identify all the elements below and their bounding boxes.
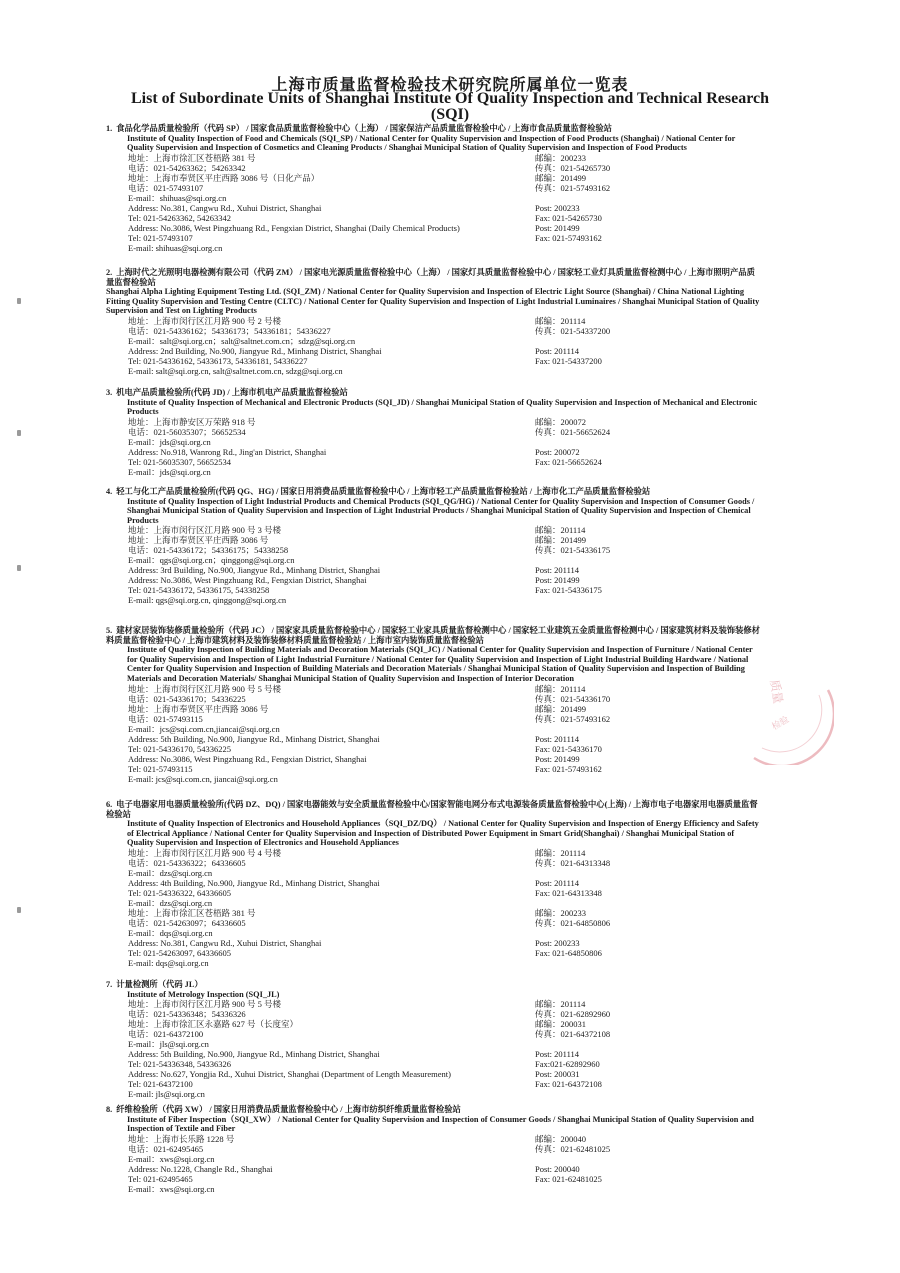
contact-code: Post: 201114 [535, 345, 580, 356]
unit-heading [106, 388, 762, 398]
contact-code: Post: 201114 [535, 733, 580, 744]
unit-section [106, 626, 762, 784]
contact-row [106, 1079, 762, 1089]
contact-code: 传真：021-64372108 [535, 1029, 611, 1040]
contact-detail: 电话：021-54336348；54336326 [128, 1009, 246, 1020]
contact-detail: 电话：021-57493107 [128, 182, 204, 193]
contact-detail: E-mail：salt@sqi.org.cn；salt@saltnet.com.cn；sdzg@sqi.org.cn [128, 335, 356, 346]
contact-detail: Tel: 021-54336170, 54336225 [128, 743, 232, 754]
contact-row [106, 223, 762, 233]
contact-code: 邮编：201499 [535, 172, 587, 183]
contact-detail: Address: No.1228, Changle Rd., Shanghai [128, 1163, 273, 1174]
contact-code: Fax: 021-57493162 [535, 232, 602, 243]
contact-row [106, 316, 762, 326]
contact-detail: 地址：上海市奉贤区平庄西路 3086 号 [128, 535, 269, 546]
unit-heading-text: 食品化学品质量检验所（代码 SP） / 国家食品质量监督检验中心（上海） / 国家保洁产品质量监督检验中心 / 上海市食品质量监督检验站 [116, 124, 612, 133]
contact-row [106, 545, 762, 555]
contact-code: 传真：021-54336175 [535, 545, 611, 556]
contact-detail: E-mail: jcs@sqi.com.cn, jiancai@sqi.org.cn [128, 773, 278, 784]
contact-code: Fax: 021-64850806 [535, 947, 602, 958]
contact-row [106, 575, 762, 585]
contact-code: 邮编：201499 [535, 535, 587, 546]
contact-code: Fax: 021-56652624 [535, 456, 602, 467]
contact-detail: E-mail：qgs@sqi.org.cn；qinggong@sqi.org.cn [128, 555, 295, 566]
contact-detail: Address: No.3086, West Pingzhuang Rd., Fengxian District, Shanghai (Daily Chemical Products) [128, 222, 460, 233]
contact-detail: E-mail：xws@sqi.org.cn [128, 1183, 215, 1194]
contact-row [106, 467, 762, 477]
contact-detail: Address: No.381, Cangwu Rd., Xuhui District, Shanghai [128, 202, 322, 213]
margin-mark [17, 907, 21, 913]
contact-row [106, 908, 762, 918]
contact-row [106, 585, 762, 595]
unit-section [106, 1105, 762, 1194]
unit-heading-text: 纤维检验所（代码 XW） / 国家日用消费品质量监督检验中心 / 上海市纺织纤维质量监督检验站 [116, 1105, 461, 1114]
unit-english-name: Institute of Quality Inspection of Food and Chemicals (SQI_SP) / National Center for Quality Supervision and Inspection of Food Products (Shanghai) / National Center for Quality Supervision and Inspection of Cosmetics and Cleaning Products / Shanghai Municipal Station of Quality Supervision and Inspection of Food Products [127, 133, 736, 153]
contact-row [106, 1059, 762, 1069]
contact-row [106, 163, 762, 173]
contact-detail: E-mail：dzs@sqi.org.cn [128, 897, 213, 908]
contact-row [106, 684, 762, 694]
contact-row [106, 1154, 762, 1164]
contact-code: Fax: 021-57493162 [535, 763, 602, 774]
contact-code: 传真：021-62892960 [535, 1009, 611, 1020]
contact-code: Post: 200040 [535, 1163, 580, 1174]
contact-row [106, 1039, 762, 1049]
contact-detail: 地址：上海市闵行区江月路 900 号 5 号楼 [128, 683, 282, 694]
contact-code: 传真：021-54265730 [535, 162, 611, 173]
unit-heading-text: 电子电器家用电器质量检验所(代码 DZ、DQ) / 国家电器能效与安全质量监督检验中心/国家智能电网分布式电源装备质量监督检验中心(上海) / 上海市电子电器家用电器质量监督检验站 [106, 800, 758, 819]
contact-code: Post: 200233 [535, 202, 580, 213]
contact-row [106, 744, 762, 754]
contact-row [106, 233, 762, 243]
unit-number: 8. [106, 1105, 113, 1114]
contact-row [106, 366, 762, 376]
contact-code: 传真：021-57493162 [535, 713, 611, 724]
unit-english-name: Institute of Fiber Inspection（SQI_XW） / National Center for Quality Supervision and Inspection of Consumer Goods / Shanghai Municipal Station of Quality Supervision and Inspection of Textile and Fiber [127, 1114, 754, 1134]
unit-section [106, 980, 762, 1099]
contact-detail: E-mail: jls@sqi.org.cn [128, 1089, 205, 1100]
contact-row [106, 878, 762, 888]
contact-row [106, 918, 762, 928]
contact-code: Post: 201114 [535, 1049, 580, 1060]
contact-detail: E-mail: shihuas@sqi.org.cn [128, 242, 223, 253]
contact-code: 传真：021-62481025 [535, 1143, 611, 1154]
contact-detail: Address: No.918, Wanrong Rd., Jing'an District, Shanghai [128, 446, 327, 457]
unit-number: 5. [106, 626, 113, 635]
unit-heading [106, 980, 762, 990]
contact-detail: 电话：021-54263362；54263342 [128, 162, 246, 173]
contact-code: Fax: 021-64372108 [535, 1079, 602, 1090]
contact-row [106, 183, 762, 193]
contact-detail: 地址：上海市长乐路 1228 号 [128, 1133, 235, 1144]
unit-section [106, 268, 762, 376]
contact-detail: 电话：021-54336322；64336605 [128, 857, 246, 868]
contact-row [106, 193, 762, 203]
contact-row [106, 427, 762, 437]
contact-row [106, 457, 762, 467]
contact-row [106, 1174, 762, 1184]
contact-row [106, 1009, 762, 1019]
unit-heading [106, 487, 762, 497]
contact-code: Post: 201499 [535, 222, 580, 233]
contact-detail: Address: No.3086, West Pingzhuang Rd., Fengxian District, Shanghai [128, 753, 367, 764]
contact-code: Post: 201499 [535, 753, 580, 764]
title-chinese: 上海市质量监督检验技术研究院所属单位一览表 [271, 75, 629, 94]
contact-code: Post: 200233 [535, 937, 580, 948]
contact-detail: Tel: 021-54336348, 54336326 [128, 1059, 232, 1070]
contact-detail: E-mail：jds@sqi.org.cn [128, 466, 211, 477]
contact-code: Fax: 021-54336175 [535, 585, 602, 596]
contact-detail: 地址：上海市静安区万荣路 918 号 [128, 416, 256, 427]
contact-detail: Address: No.381, Cangwu Rd., Xuhui District, Shanghai [128, 937, 322, 948]
unit-english-name: Institute of Quality Inspection of Light Industrial Products and Chemical Products (SQI_QG/HG) / National Center for Quality Supervision and Inspection of Consumer Goods / Shanghai Municipal Station of Quality Supervision and Inspection of Light Industrial Products / Shanghai Municipal Station of Quality Supervision and Inspection of Chemical Products [127, 496, 755, 525]
unit-heading [106, 626, 762, 645]
contact-code: Fax: 021-54336170 [535, 743, 602, 754]
contact-row [106, 346, 762, 356]
contact-row [106, 958, 762, 968]
contact-detail: Tel: 021-54336162, 54336173, 54336181, 54336227 [128, 355, 308, 366]
unit-english-name: Institute of Quality Inspection of Building Materials and Decoration Materials (SQI_JC) / National Center for Quality Supervision and Inspection of Furniture / National Center for Quality Supervision and Inspection of Light Industrial Furniture / National Center for Quality Supervision and Inspection of Light Industrial Building Hardware / National Center for Quality Supervision and Inspection of Building Materials and Decoration Materials / Shanghai Municipal Station of Quality Supervision and Inspection of Building Materials and Decoration Materials/ Shanghai Municipal Station of Quality Supervision and Inspection of Interior Decoration [127, 645, 753, 683]
contact-detail: Address: 4th Building, No.900, Jiangyue Rd., Minhang District, Shanghai [128, 877, 380, 888]
unit-heading [106, 124, 762, 134]
contact-row [106, 724, 762, 734]
contact-code: Post: 201114 [535, 877, 580, 888]
contact-detail: Address: No.3086, West Pingzhuang Rd., Fengxian District, Shanghai [128, 575, 367, 586]
contact-row [106, 898, 762, 908]
contact-code: 邮编：200233 [535, 907, 587, 918]
contact-detail: 电话：021-54336170；54336225 [128, 693, 246, 704]
contact-code: 传真：021-64313348 [535, 857, 611, 868]
contact-row [106, 555, 762, 565]
contact-detail: E-mail: dqs@sqi.org.cn [128, 957, 209, 968]
contact-row [106, 1049, 762, 1059]
unit-english-name: Institute of Metrology Inspection (SQI_JL) [127, 989, 280, 999]
contact-row [106, 336, 762, 346]
contact-code: 传真：021-56652624 [535, 426, 611, 437]
contact-row [106, 928, 762, 938]
contact-detail: E-mail: qgs@sqi.org.cn, qinggong@sqi.org.cn [128, 595, 287, 606]
contact-code: 传真：021-54336170 [535, 693, 611, 704]
unit-english-name: Shanghai Alpha Lighting Equipment Testing Ltd. (SQI_ZM) / National Center for Quality Supervision and Inspection of Electric Light Source (Shanghai) / China National Lighting Fitting Quality Supervision and Testing Centre (CLTC) / National Center for Quality Supervision and Inspection of Light Industrial Luminaires / Shanghai Municipal Station of Quality Supervision and Test on Lighting Products [106, 287, 760, 316]
unit-heading-text: 机电产品质量检验所(代码 JD) / 上海市机电产品质量监督检验站 [116, 388, 348, 397]
contact-row [106, 694, 762, 704]
contact-row [106, 948, 762, 958]
unit-number: 4. [106, 487, 113, 496]
contact-code: Post: 201499 [535, 575, 580, 586]
contact-detail: 电话：021-54336162；54336173；54336181；54336227 [128, 325, 331, 336]
contact-row [106, 999, 762, 1009]
contact-row [106, 1089, 762, 1099]
contact-detail: E-mail：jcs@sqi.com.cn,jiancai@sqi.org.cn [128, 723, 280, 734]
contact-detail: Tel: 021-57493107 [128, 232, 193, 243]
unit-heading [106, 800, 762, 819]
unit-number: 3. [106, 388, 113, 397]
contact-code: 邮编：201114 [535, 315, 586, 326]
margin-mark [17, 430, 21, 436]
unit-section [106, 800, 762, 968]
contact-code: 邮编：201114 [535, 999, 586, 1010]
official-seal-icon [724, 650, 834, 765]
contact-detail: Tel: 021-54336322, 64336605 [128, 887, 232, 898]
contact-code: Fax: 021-62481025 [535, 1173, 602, 1184]
unit-section [106, 388, 762, 477]
contact-code: 传真：021-54337200 [535, 325, 611, 336]
title-english: List of Subordinate Units of Shanghai Institute Of Quality Inspection and Technical Research (SQI) [130, 90, 770, 123]
unit-heading-text: 轻工与化工产品质量检验所(代码 QG、HG) / 国家日用消费品质量监督检验中心 / 上海市轻工产品质量监督检验站 / 上海市化工产品质量监督检验站 [116, 487, 651, 496]
contact-detail: E-mail：jds@sqi.org.cn [128, 436, 211, 447]
contact-detail: 电话：021-56035307；56652534 [128, 426, 246, 437]
contact-code: 邮编：201114 [535, 683, 586, 694]
contact-row [106, 868, 762, 878]
contact-row [106, 213, 762, 223]
contact-code: Fax:021-62892960 [535, 1059, 600, 1070]
contact-code: 邮编：201499 [535, 703, 587, 714]
contact-row [106, 1069, 762, 1079]
contact-code: Post: 201114 [535, 565, 580, 576]
contact-detail: Address: 5th Building, No.900, Jiangyue Rd., Minhang District, Shanghai [128, 733, 380, 744]
unit-english-name: Institute of Quality Inspection of Electronics and Household Appliances（SQI_DZ/DQ） / National Center for Quality Supervision and Inspection of Energy Efficiency and Safety of Electrical Appliance / National Center for Quality Supervision and Inspection of Distributed Power Equipment in Smart Grid(Shanghai) / Shanghai Municipal Station of Quality Supervision and Inspection of Electronics and Household Appliances [127, 819, 759, 848]
contact-detail: Address: 2nd Building, No.900, Jiangyue Rd., Minhang District, Shanghai [128, 345, 382, 356]
contact-row [106, 774, 762, 784]
contact-detail: 地址：上海市闵行区江月路 900 号 2 号楼 [128, 315, 282, 326]
contact-code: Fax: 021-54337200 [535, 355, 602, 366]
unit-section [106, 487, 762, 605]
contact-detail: 电话：021-54263097；64336605 [128, 917, 246, 928]
contact-row [106, 1134, 762, 1144]
contact-code: 邮编：200072 [535, 416, 587, 427]
contact-row [106, 447, 762, 457]
contact-row [106, 1019, 762, 1029]
contact-detail: 电话：021-57493115 [128, 713, 203, 724]
contact-detail: 地址：上海市闵行区江月路 900 号 5 号楼 [128, 999, 282, 1010]
contact-row [106, 858, 762, 868]
contact-detail: 地址：上海市闵行区江月路 900 号 3 号楼 [128, 525, 282, 536]
contact-detail: 地址：上海市奉贤区平庄西路 3086 号（日化产品） [128, 172, 320, 183]
contact-row [106, 714, 762, 724]
contact-row [106, 417, 762, 427]
contact-row [106, 173, 762, 183]
contact-code: Fax: 021-54265730 [535, 212, 602, 223]
contact-row [106, 595, 762, 605]
contact-row [106, 535, 762, 545]
contact-detail: 电话：021-64372100 [128, 1029, 204, 1040]
contact-row [106, 243, 762, 253]
unit-number: 1. [106, 124, 113, 133]
contact-detail: E-mail：dqs@sqi.org.cn [128, 927, 213, 938]
contact-row [106, 356, 762, 366]
margin-mark [17, 565, 21, 571]
svg-text:质量: 质量 [767, 678, 786, 705]
contact-code: 邮编：200233 [535, 152, 587, 163]
contact-code: 传真：021-57493162 [535, 182, 611, 193]
contact-row [106, 764, 762, 774]
margin-mark [17, 298, 21, 304]
contact-code: Post: 200031 [535, 1069, 580, 1080]
contact-detail: E-mail：shihuas@sqi.org.cn [128, 192, 227, 203]
contact-detail: Tel: 021-54263097, 64336605 [128, 947, 232, 958]
contact-detail: 电话：021-54336172；54336175；54338258 [128, 545, 289, 556]
unit-english-name: Institute of Quality Inspection of Mechanical and Electronic Products (SQI_JD) / Shanghai Municipal Station of Quality Supervision and Inspection of Mechanical and Electronic Products [127, 397, 758, 417]
contact-row [106, 704, 762, 714]
unit-number: 7. [106, 980, 113, 989]
contact-detail: Tel: 021-62495465 [128, 1173, 193, 1184]
contact-row [106, 1184, 762, 1194]
unit-section [106, 124, 762, 253]
contact-code: Fax: 021-64313348 [535, 887, 602, 898]
contact-detail: 地址：上海市徐汇区苍梧路 381 号 [128, 907, 256, 918]
contact-detail: E-mail: salt@sqi.org.cn, salt@saltnet.com.cn, sdzg@sqi.org.cn [128, 365, 343, 376]
contact-detail: Tel: 021-57493115 [128, 763, 193, 774]
contact-detail: Address: 3rd Building, No.900, Jiangyue Rd., Minhang District, Shanghai [128, 565, 381, 576]
contact-row [106, 326, 762, 336]
contact-detail: Tel: 021-56035307, 56652534 [128, 456, 232, 467]
unit-heading-text: 上海时代之光照明电器检测有限公司（代码 ZM） / 国家电光源质量监督检验中心（上海） / 国家灯具质量监督检验中心 / 国家轻工业灯具质量监督检测中心 / 上海市照明产品质量监督检验站 [106, 268, 755, 287]
contact-detail: Address: 5th Building, No.900, Jiangyue Rd., Minhang District, Shanghai [128, 1049, 380, 1060]
svg-text:检验: 检验 [770, 714, 792, 733]
contact-row [106, 1164, 762, 1174]
contact-row [106, 525, 762, 535]
contact-row [106, 565, 762, 575]
contact-code: 邮编：201114 [535, 847, 586, 858]
contact-detail: E-mail：dzs@sqi.org.cn [128, 867, 213, 878]
contact-code: Post: 200072 [535, 446, 580, 457]
contact-detail: 电话：021-62495465 [128, 1143, 204, 1154]
unit-number: 2. [106, 268, 113, 277]
contact-row [106, 1144, 762, 1154]
unit-heading-text: 计量检测所（代码 JL） [116, 980, 203, 989]
contact-row [106, 437, 762, 447]
contact-detail: Tel: 021-64372100 [128, 1079, 193, 1090]
contact-detail: Address: No.627, Yongjia Rd., Xuhui District, Shanghai (Department of Length Measurement) [128, 1069, 451, 1080]
contact-detail: Tel: 021-54263362, 54263342 [128, 212, 232, 223]
contact-code: 传真：021-64850806 [535, 917, 611, 928]
contact-row [106, 754, 762, 764]
unit-heading-text: 建材家居装饰装修质量检验所（代码 JC） / 国家家具质量监督检验中心 / 国家轻工业家具质量监督检测中心 / 国家轻工业建筑五金质量监督检测中心 / 国家建筑材料及装饰装修材料质量监督检验中心 / 上海市建筑材料及装饰装修材料质量监督检验站 / 上海市室内装饰质量监督检验站 [106, 626, 760, 645]
contact-code: 邮编：201114 [535, 525, 586, 536]
contact-detail: E-mail：xws@sqi.org.cn [128, 1153, 215, 1164]
contact-row [106, 203, 762, 213]
contact-row [106, 1029, 762, 1039]
contact-code: 邮编：200031 [535, 1019, 587, 1030]
contact-row [106, 888, 762, 898]
unit-heading [106, 268, 762, 287]
contact-row [106, 938, 762, 948]
unit-heading [106, 1105, 762, 1115]
contact-detail: Tel: 021-54336172, 54336175, 54338258 [128, 585, 270, 596]
contact-code: 邮编：200040 [535, 1133, 587, 1144]
contact-detail: 地址：上海市徐汇区苍梧路 381 号 [128, 152, 256, 163]
contact-row [106, 153, 762, 163]
contact-row [106, 848, 762, 858]
contact-detail: 地址：上海市闵行区江月路 900 号 4 号楼 [128, 847, 282, 858]
contact-detail: E-mail：jls@sqi.org.cn [128, 1039, 209, 1050]
contact-detail: 地址：上海市奉贤区平庄西路 3086 号 [128, 703, 269, 714]
unit-number: 6. [106, 800, 113, 809]
contact-detail: 地址：上海市徐汇区永嘉路 627 号（长度室） [128, 1019, 299, 1030]
contact-row [106, 734, 762, 744]
